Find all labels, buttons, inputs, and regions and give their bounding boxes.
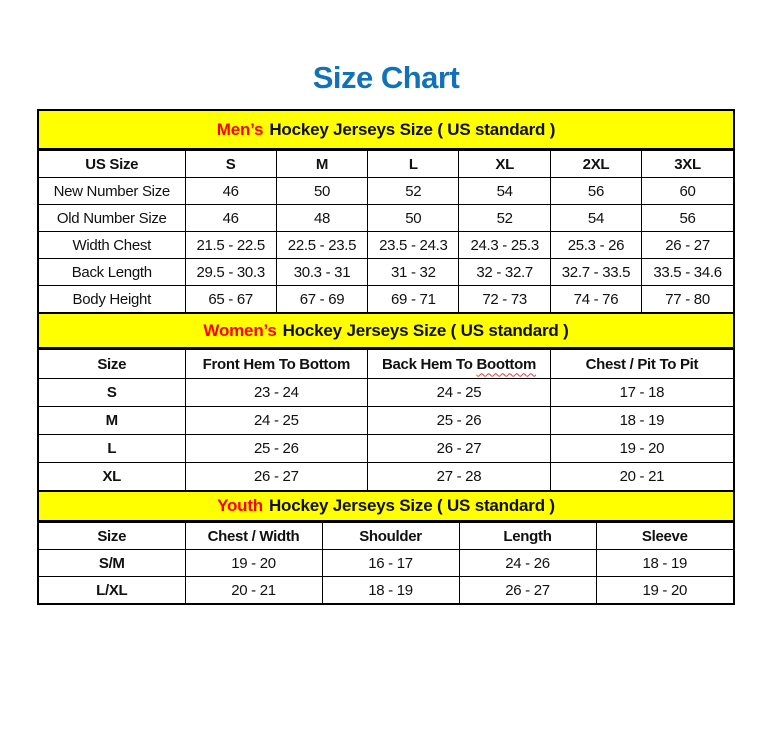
size-value: 17 - 18 — [550, 379, 733, 407]
size-value: 24 - 26 — [459, 550, 596, 577]
size-value: 56 — [642, 205, 733, 232]
size-value: 46 — [185, 205, 276, 232]
size-chart — [37, 109, 735, 605]
size-value: 21.5 - 22.5 — [185, 232, 276, 259]
row-label: XL — [39, 463, 185, 491]
size-value: 24 - 25 — [368, 379, 551, 407]
misspelled-word: Boottom — [476, 355, 537, 373]
size-value: 32.7 - 33.5 — [550, 259, 641, 286]
section-header-womens — [39, 312, 733, 349]
row-label: New Number Size — [39, 178, 185, 205]
size-value: 18 - 19 — [550, 407, 733, 435]
size-value: 31 - 32 — [368, 259, 459, 286]
column-header-row — [39, 523, 733, 550]
size-value: 54 — [459, 178, 550, 205]
row-label: L — [39, 435, 185, 463]
section-header-youth — [39, 490, 733, 522]
row-label: S/M — [39, 550, 185, 577]
column-header: Size — [39, 350, 185, 379]
size-value: 48 — [276, 205, 367, 232]
size-value: 77 - 80 — [642, 286, 733, 313]
column-header-row — [39, 350, 733, 379]
mens-size-table — [39, 150, 733, 312]
size-value: 60 — [642, 178, 733, 205]
table-row — [39, 286, 733, 313]
size-value: 30.3 - 31 — [276, 259, 367, 286]
section-header-text: Hockey Jerseys Size ( US standard ) — [268, 496, 555, 515]
row-label: L/XL — [39, 577, 185, 604]
table-row — [39, 178, 733, 205]
table-row — [39, 577, 733, 604]
row-label: Body Height — [39, 286, 185, 313]
size-value: 25.3 - 26 — [550, 232, 641, 259]
size-value: 33.5 - 34.6 — [642, 259, 733, 286]
column-header-row — [39, 151, 733, 178]
section-header-highlight: Men’s — [216, 119, 264, 139]
table-row — [39, 407, 733, 435]
column-header: S — [185, 151, 276, 178]
table-row — [39, 550, 733, 577]
size-value: 22.5 - 23.5 — [276, 232, 367, 259]
size-value: 24.3 - 25.3 — [459, 232, 550, 259]
size-value: 50 — [276, 178, 367, 205]
size-value: 67 - 69 — [276, 286, 367, 313]
size-value: 32 - 32.7 — [459, 259, 550, 286]
column-header: US Size — [39, 151, 185, 178]
column-header: Sleeve — [596, 523, 733, 550]
size-value: 26 - 27 — [459, 577, 596, 604]
size-value: 69 - 71 — [368, 286, 459, 313]
column-header: Length — [459, 523, 596, 550]
row-label: M — [39, 407, 185, 435]
column-header: M — [276, 151, 367, 178]
column-header: Size — [39, 523, 185, 550]
page-title: Size Chart — [312, 60, 460, 95]
size-value: 56 — [550, 178, 641, 205]
size-value: 20 - 21 — [185, 577, 322, 604]
row-label: S — [39, 379, 185, 407]
page — [0, 60, 776, 605]
table-row — [39, 232, 733, 259]
size-value: 52 — [459, 205, 550, 232]
size-value: 18 - 19 — [596, 550, 733, 577]
size-value: 20 - 21 — [550, 463, 733, 491]
table-row — [39, 463, 733, 491]
column-header: 3XL — [642, 151, 733, 178]
size-value: 29.5 - 30.3 — [185, 259, 276, 286]
size-value: 65 - 67 — [185, 286, 276, 313]
row-label: Width Chest — [39, 232, 185, 259]
table-row — [39, 205, 733, 232]
size-value: 50 — [368, 205, 459, 232]
size-value: 26 - 27 — [368, 435, 551, 463]
size-value: 16 - 17 — [322, 550, 459, 577]
row-label: Back Length — [39, 259, 185, 286]
size-value: 26 - 27 — [642, 232, 733, 259]
column-header: Chest / Pit To Pit — [550, 350, 733, 379]
column-header: Chest / Width — [185, 523, 322, 550]
table-row — [39, 259, 733, 286]
size-value: 46 — [185, 178, 276, 205]
size-value: 27 - 28 — [368, 463, 551, 491]
column-header: XL — [459, 151, 550, 178]
size-value: 23.5 - 24.3 — [368, 232, 459, 259]
column-header: Front Hem To Bottom — [185, 350, 368, 379]
size-value: 19 - 20 — [185, 550, 322, 577]
row-label: Old Number Size — [39, 205, 185, 232]
column-header: 2XL — [550, 151, 641, 178]
section-header-text: Hockey Jerseys Size ( US standard ) — [269, 119, 556, 139]
section-header-mens — [39, 111, 733, 150]
section-header-highlight: Women’s — [203, 320, 277, 340]
womens-size-table — [39, 349, 733, 490]
size-value: 19 - 20 — [550, 435, 733, 463]
size-value: 24 - 25 — [185, 407, 368, 435]
size-value: 25 - 26 — [368, 407, 551, 435]
size-value: 52 — [368, 178, 459, 205]
size-value: 23 - 24 — [185, 379, 368, 407]
table-row — [39, 435, 733, 463]
section-header-text: Hockey Jerseys Size ( US standard ) — [282, 320, 569, 340]
column-header: Back Hem To Boottom — [368, 350, 551, 379]
section-header-highlight: Youth — [217, 496, 263, 515]
size-value: 26 - 27 — [185, 463, 368, 491]
size-value: 19 - 20 — [596, 577, 733, 604]
size-value: 25 - 26 — [185, 435, 368, 463]
table-row — [39, 379, 733, 407]
youth-size-table — [39, 522, 733, 603]
column-header: Shoulder — [322, 523, 459, 550]
column-header: L — [368, 151, 459, 178]
size-value: 54 — [550, 205, 641, 232]
size-value: 18 - 19 — [322, 577, 459, 604]
size-value: 74 - 76 — [550, 286, 641, 313]
size-value: 72 - 73 — [459, 286, 550, 313]
